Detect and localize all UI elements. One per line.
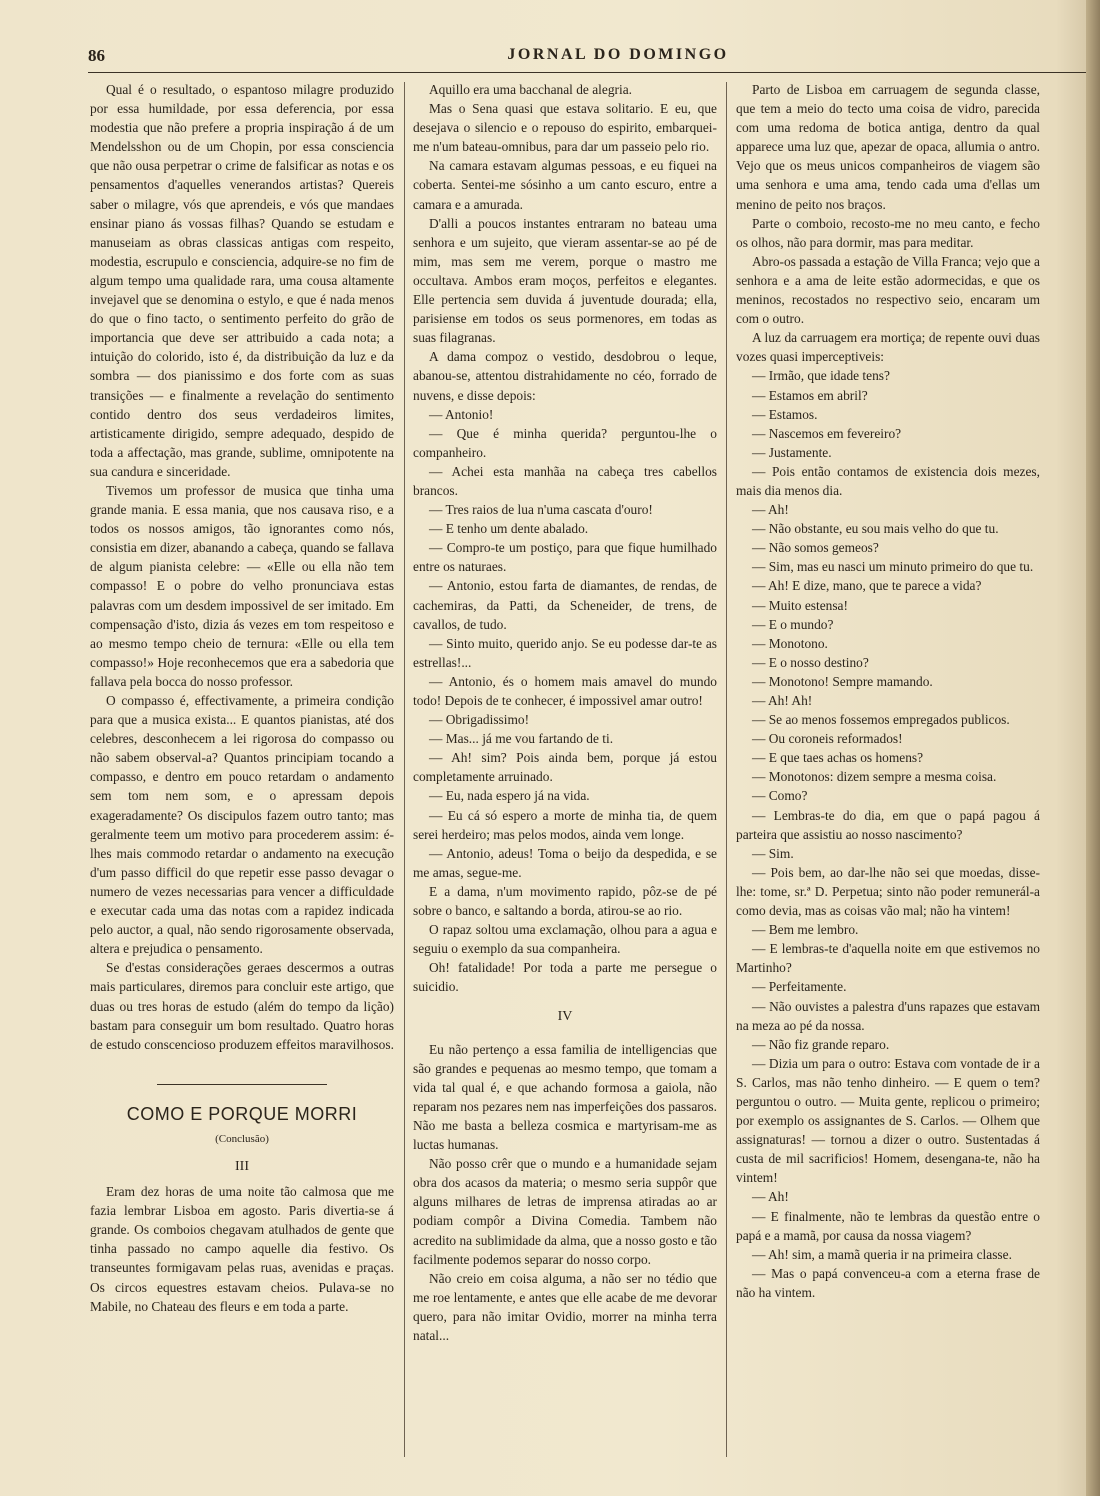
paragraph: Parte o comboio, recosto-me no meu canto, e fecho os olhos, não para dormir, mas para meditar. (736, 215, 1040, 250)
paragraph: — Perfeitamente. (752, 979, 847, 995)
page-number: 86 (88, 46, 105, 65)
paragraph: — Mas o papá convenceu-a com a eterna frase de não ha vintem. (736, 1265, 1040, 1300)
column-3-paragraphs (736, 80, 1040, 1302)
paragraph: Não posso crêr que o mundo e a humanidade sejam obra dos acasos da materia; o mesmo seria suppôr que alguns milhares de letras de imprensa atiradas ao ar podiam compôr a Divina Comedia. Tambem não acredito na sublimidade da alma, que a nosso gosto e tão facilmente podemos separar do nosso corpo. (413, 1156, 717, 1267)
paragraph: — Dizia um para o outro: Estava com vontade de ir a S. Carlos, mas não tenho dinheiro. — E quem o tem? perguntou o outro. — Muita gente, replicou o primeiro; por exemplo os assignantes de S. Carlos. — Olhem que assignaturas! — tornou a dizer o outro. Sustentadas á custa de mil sacrificios! Homem, desengana-te, não ha vintem! (736, 1055, 1040, 1186)
column-2-paragraphs (413, 80, 717, 997)
paragraph: Se d'estas considerações geraes descermos a outras mais particulares, diremos para concluir este artigo, que duas ou tres horas de estudo (além do tempo da lição) bastam para conseguir um bom resultado. Quatro horas de estudo conscencioso produzem effeitos maravilhosos. (90, 960, 394, 1052)
paragraph: — Que é minha querida? perguntou-lhe o companheiro. (413, 425, 717, 460)
paragraph: E a dama, n'um movimento rapido, pôz-se de pé sobre o banco, e saltando a borda, atirou-se ao rio. (413, 883, 717, 919)
column-2 (413, 80, 717, 1345)
paragraph: — Sinto muito, querido anjo. Se eu podesse dar-te as estrellas!... (413, 635, 717, 670)
section-title: COMO E PORQUE MORRI (126, 1103, 358, 1124)
paragraph: — Ah! sim? Pois ainda bem, porque já estou completamente arruinado. (413, 750, 717, 785)
paragraph: Abro-os passada a estação de Villa Franca; vejo que a senhora e a ama de leite estão adormecidas, e que os meninos, recostados no respectivo seio, encaram um com o outro. (736, 253, 1040, 327)
paragraph: — Ou coroneis reformados! (752, 731, 903, 747)
paragraph: Tivemos um professor de musica que tinha uma grande mania. E essa mania, que nos causava riso, e a todos os nossos amigos, tão ignorantes como nós, consistia em dizer, abanando a cabeça, quando se fallava de algum pianista celebre: — «Elle ou ella não tem compasso! E o pobre do velho pronunciava estas palavras com um desdem impossivel de ser imitado. Em compensação d'isto, dizia ás vezes em tom respeitoso e ao mesmo tempo cheio de ternura: «Elle ou ella tem compasso!» Hoje reconhecemos que era a sabedoria que fallava pela bocca do nosso professor. (90, 482, 394, 689)
paragraph: — E o mundo? (752, 616, 834, 632)
paragraph: — Pois então contamos de existencia dois mezes, mais dia menos dia. (736, 463, 1040, 498)
column-1-paragraphs (90, 80, 394, 1054)
paragraph: Na camara estavam algumas pessoas, e eu fiquei na coberta. Sentei-me sósinho a um canto escuro, entre a camara e a amurada. (413, 158, 717, 212)
column-3 (736, 80, 1040, 1302)
paragraph: Aquillo era uma bacchanal de alegria. (429, 82, 632, 97)
paragraph: O compasso é, effectivamente, a primeira condição para que a musica exista... E quantos pianistas, até dos celebres, desconhecem a lei rigorosa do compasso ou não sabem observal-a? Quantos principiam tocando a compasso, e dentro em pouco retardam o andamento sem tom nem som, e o apressam depois exageradamente? Os discipulos fazem outro tanto; mas geralmente teem um motivo para procederem assim: é-lhes mais commodo retardar o andamento na execução d'um passo difficil do que repetir esse passo devagar o numero de vezes necessarias para vencer a difficuldade e executar cada uma das notas com a rapidez indicada pelo auctor, a qual, não sendo rigorosamente observada, altera e prejudica o pensamento. (90, 693, 394, 957)
paragraph: — Lembras-te do dia, em que o papá pagou á parteira que assistiu ao nosso nascimento? (736, 807, 1040, 842)
paragraph: — Ah! (752, 1189, 789, 1205)
page-header (88, 46, 1088, 70)
paragraph: D'alli a poucos instantes entraram no bateau uma senhora e um sujeito, que vieram assentar-se ao pé de mim, mas sem me verem, porque o mastro me occultava. Ambos eram moços, perfeitos e elegantes. Elle pertencia sem duvida á juventude dourada; ella, parisiense em todos os seus pormenores, em todas as suas filagranas. (413, 215, 717, 346)
paragraph: A dama compoz o vestido, desdobrou o leque, abanou-se, attentou distrahidamente no céo, forrado de nuvens, e disse depois: (413, 349, 717, 403)
paragraph: Não creio em coisa alguma, a não ser no tédio que me roe lentamente, e antes que elle acabe de me devorar quero, para não imitar Ovidio, morrer na minha terra natal... (413, 1270, 717, 1343)
header-rule (88, 72, 1088, 73)
paragraph: Parto de Lisboa em carruagem de segunda classe, que tem a meio do tecto uma coisa de vidro, parecida com uma redoma de botica antiga, dentro da qual apparece uma luz que, apezar de opaca, allumia o antro. Vejo que os meus unicos companheiros de viagem são uma senhora e uma ama, tendo cada uma d'ellas um menino de peito nos braços. (736, 82, 1040, 212)
paragraph: — Sim. (752, 845, 794, 861)
column-1 (90, 80, 394, 1316)
paragraph: Mas o Sena quasi que estava solitario. E eu, que desejava o silencio e o repouso do espirito, embarquei-me n'um bateau-omnibus, para dar um passeio pelo rio. (413, 101, 717, 155)
paragraph: — Ah! (752, 502, 789, 518)
column-divider (404, 82, 405, 1457)
section-subtitle: (Conclusão) (215, 1132, 269, 1145)
page-edge (1086, 0, 1100, 1496)
paragraph: — Ah! E dize, mano, que te parece a vida? (752, 578, 982, 594)
paragraph: — Não somos gemeos? (752, 540, 879, 556)
paragraph: — Bem me lembro. (752, 922, 859, 938)
journal-title: JORNAL DO DOMINGO (507, 46, 729, 63)
paragraph: — Ah! sim, a mamã queria ir na primeira classe. (752, 1246, 1012, 1262)
paragraph: — Monotono! Sempre mamando. (752, 673, 933, 689)
paragraph: — Obrigadissimo! (429, 712, 530, 728)
paragraph: — Monotono. (752, 635, 828, 651)
paragraph: — Antonio, és o homem mais amavel do mundo todo! Depois de te conhecer, é impossivel amar outro! (413, 673, 717, 708)
paragraph: — Como? (752, 788, 808, 804)
paragraph: — Ah! Ah! (752, 693, 813, 708)
paragraph: — Monotonos: dizem sempre a mesma coisa. (752, 769, 997, 785)
paragraph: Eu não pertenço a essa familia de intelligencias que são grandes e pequenas ao mesmo tempo, que tomam a vida tal qual é, e que achando formosa a gaiola, não reparam nos pezares nem nas imperfeições dos passaros. Não me basta a belleza cosmica e martyrisam-me as luctas humanas. (413, 1041, 717, 1153)
paragraph: — Antonio, estou farta de diamantes, de rendas, de cachemiras, da Patti, da Scheneider, de trens, de cavallos, de tudo. (413, 578, 717, 632)
paragraph: — Pois bem, ao dar-lhe não sei que moedas, disse-lhe: tome, sr.ª D. Perpetua; sinto não poder remunerál-a como devia, mas as coisas vão mal; não ha vintem! (736, 864, 1040, 919)
paragraph: — Eu cá só espero a morte de minha tia, de quem serei herdeiro; mas pelos modos, ainda vem longe. (413, 807, 717, 842)
paragraph: — Achei esta manhãa na cabeça tres cabellos brancos. (413, 463, 717, 498)
paragraph: — Compro-te um postiço, para que fique humilhado entre os naturaes. (413, 540, 717, 575)
paragraph: Eram dez horas de uma noite tão calmosa que me fazia lembrar Lisboa em agosto. Paris divertia-se á grande. Os comboios chegavam atulhados de gente que tinha passado no campo aquelle dia festivo. Os transeuntes formigavam pelas ruas, avenidas e praças. Os circos equestres estavam cheios. Pulava-se no Mabile, no Chateau des fleurs e em toda a parte. (90, 1184, 394, 1314)
paragraph: — Tres raios de lua n'uma cascata d'ouro! (429, 502, 653, 518)
paragraph: — Nascemos em fevereiro? (752, 425, 902, 441)
paragraph: — E tenho um dente abalado. (429, 521, 589, 537)
paragraph: — Não fiz grande reparo. (752, 1036, 890, 1052)
paragraph: — E que taes achas os homens? (752, 750, 924, 766)
section-paragraphs (90, 1182, 394, 1316)
paragraph: — Irmão, que idade tens? (752, 368, 890, 384)
paragraph: — Muito estensa! (752, 597, 848, 613)
paragraph: — Mas... já me vou fartando de ti. (429, 731, 614, 747)
paragraph: — E lembras-te d'aquella noite em que estivemos no Martinho? (736, 941, 1040, 976)
paragraph: A luz da carruagem era mortiça; de repente ouvi duas vozes quasi imperceptiveis: (736, 330, 1040, 365)
section-number: IV (557, 1008, 573, 1024)
paragraph: Qual é o resultado, o espantoso milagre produzido por essa humildade, por essa deferencia, por essa modestia que não prefere a propria inspiração á de um Mendelsshon ou de um Chopin, por essa consciencia que não ousa perpetrar o crime de falsificar as notas e os pensamentos d'aquelles venerandos artistas? Quereis saber o milagre, vós que aprendeis, e vós que mandaes ensinar piano ás vossas filhas? Quando se estudam e manuseiam as obras classicas antigas com respeito, modestia, escrupulo e consciencia, adquire-se no fim de algum tempo uma qualidade rara, uma cousa altamente invejavel que se denomina o estylo, e que é nada menos do que o fino tacto, o sentimento perfeito do grão de importancia que deve ser attribuido a cada nota; a intuição do colorido, isto é, da distribuição da luz e da sombra — dos pianissimo e dos forte com as suas transições — e finalmente a revelação do sentimento contido dentro dos seus verdadeiros limites, artisticamente dirigido, sempre adequado, despido de toda a affectação, mas grande, sublime, omnipotente na sua candura e sinceridade. (90, 82, 394, 479)
paragraph: O rapaz soltou uma exclamação, olhou para a agua e seguiu o exemplo da sua companheira. (413, 922, 717, 957)
paragraph: — Se ao menos fossemos empregados publicos. (752, 712, 1010, 728)
paragraph: — E o nosso destino? (752, 654, 869, 670)
section-separator (157, 1084, 327, 1085)
column-divider (726, 82, 727, 1457)
paragraph: — Antonio, adeus! Toma o beijo da despedida, e se me amas, segue-me. (413, 845, 717, 880)
paragraph: — E finalmente, não te lembras da questão entre o papá e a mamã, por causa da nossa viagem? (736, 1208, 1040, 1243)
section-number: III (235, 1158, 249, 1174)
section-paragraphs (413, 1040, 717, 1346)
paragraph: — Sim, mas eu nasci um minuto primeiro do que tu. (752, 559, 1034, 575)
paragraph: — Estamos em abril? (752, 387, 868, 403)
paragraph: — Não obstante, eu sou mais velho do que tu. (752, 521, 999, 537)
paragraph: — Justamente. (752, 444, 832, 460)
paragraph: — Estamos. (752, 406, 818, 422)
paragraph: — Eu, nada espero já na vida. (429, 788, 590, 804)
paragraph: Oh! fatalidade! Por toda a parte me persegue o suicidio. (413, 960, 717, 995)
paragraph: — Não ouvistes a palestra d'uns rapazes que estavam na meza ao pé da nossa. (736, 998, 1040, 1033)
paragraph: — Antonio! (429, 406, 494, 422)
